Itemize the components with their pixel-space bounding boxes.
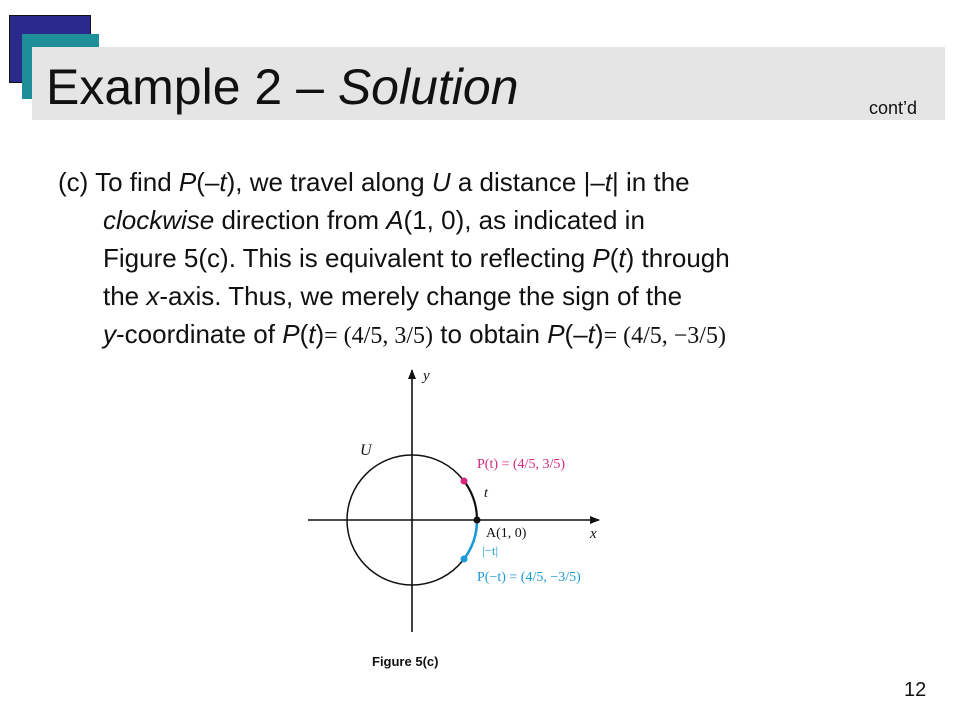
text-span: (c) To find: [58, 167, 179, 197]
p-t-label: P(t) = (4/5, 3/5): [477, 457, 565, 472]
text-span: direction from: [214, 205, 387, 235]
text-span: ): [315, 319, 325, 349]
equation-p-t: = (4/5, 3/5): [324, 323, 433, 349]
text-span: A: [386, 205, 404, 235]
text-span: x: [146, 281, 160, 311]
arc-t: [464, 481, 477, 520]
text-span: t: [587, 319, 595, 349]
text-span: P: [592, 243, 610, 273]
text-span: P: [282, 319, 300, 349]
text-span: (–: [564, 319, 588, 349]
text-span: the: [103, 281, 147, 311]
arc-t-label: t: [484, 486, 488, 501]
text-span: P: [178, 167, 197, 197]
text-span: t: [308, 319, 316, 349]
text-span: -axis. Thus, we merely change the sign of the: [159, 281, 683, 311]
p-neg-t-label: P(−t) = (4/5, −3/5): [477, 570, 581, 585]
figure-caption: Figure 5(c): [372, 654, 439, 669]
circle-label-u: U: [360, 442, 372, 459]
text-span: ) through: [625, 243, 730, 273]
text-span: P: [547, 319, 565, 349]
contd-label: cont’d: [869, 98, 918, 118]
text-span: | in the: [612, 167, 690, 197]
text-span: (–: [196, 167, 220, 197]
text-span: ): [594, 319, 604, 349]
text-span: (: [299, 319, 309, 349]
y-axis-label: y: [423, 368, 430, 384]
text-span: t: [604, 167, 613, 197]
text-span: y: [103, 319, 116, 349]
text-span: t: [219, 167, 227, 197]
equation-p-neg-t: = (4/5, −3/5): [603, 323, 726, 349]
text-span: a distance |–: [450, 167, 605, 197]
text-span: U: [431, 167, 451, 197]
text-span: clockwise: [103, 205, 215, 235]
text-span: (1, 0), as indicated in: [403, 205, 645, 235]
title-italic: Solution: [337, 59, 519, 115]
point-p-neg-t: [461, 556, 468, 563]
point-a: [474, 517, 481, 524]
text-span: ), we travel along: [226, 167, 432, 197]
title-main: Example 2 –: [46, 59, 338, 115]
text-span: -coordinate of: [116, 319, 283, 349]
a-label: A(1, 0): [486, 526, 527, 541]
text-span: Figure 5(c). This is equivalent to reflecting: [103, 243, 593, 273]
text-span: t: [618, 243, 626, 273]
text-span: to obtain: [433, 319, 548, 349]
page-number: 12: [904, 679, 927, 701]
arc-neg-t: [464, 520, 477, 559]
text-span: (: [609, 243, 619, 273]
arc-neg-t-label: |−t|: [482, 543, 499, 558]
point-p-t: [461, 478, 468, 485]
x-axis-label: x: [590, 526, 597, 542]
